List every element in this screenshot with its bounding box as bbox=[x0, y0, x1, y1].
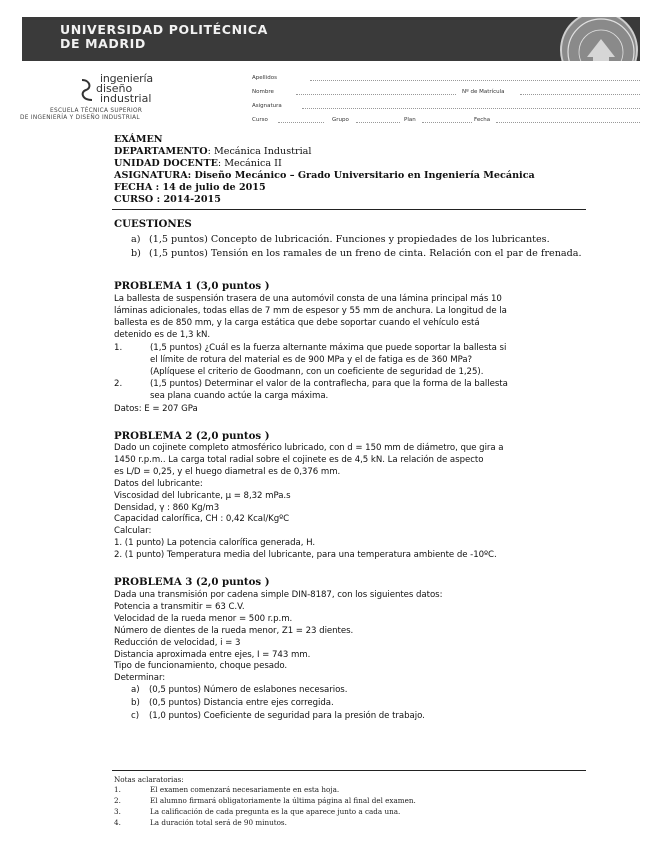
logo-word-2: diseño bbox=[96, 82, 133, 95]
matricula-label: Nº de Matrícula bbox=[462, 89, 505, 95]
plan-label: Plan bbox=[404, 117, 416, 123]
unit-line: UNIDAD DOCENTE: Mecánica II bbox=[114, 157, 282, 169]
problema3-item-c-text: (1,0 puntos) Coeficiente de seguridad para la presión de trabajo. bbox=[149, 711, 425, 721]
problema1-item1-text: (1,5 puntos) ¿Cuál es la fuerza alternante máxima que puede soportar la ballesta si el límite de rotura del material es de 900 MPa y el de fatiga es de 360 MPa? (Aplíquese el criterio de Goodmann, con un coeficiente de seguridad de 1,25). bbox=[150, 343, 507, 377]
note-2-text: El alumno firmará obligatoriamente la última página al final del examen. bbox=[150, 796, 416, 805]
university-seal-icon bbox=[560, 17, 638, 61]
problema3-body: Dada una transmisión por cadena simple DIN-8187, con los siguientes datos: Potencia a transmitir = 63 C.V. Velocidad de la rueda menor = 500 r.p.m. Número de dientes de la rueda menor, Z1 = 23 dientes. Reducción de velocidad, i = 3 Distancia aproximada entre ejes, I = 743 mm. Tipo de funcionamiento, choque pesado. Determinar: bbox=[114, 590, 443, 684]
curso-label: Curso bbox=[252, 117, 268, 123]
date-line: FECHA : 14 de julio de 2015 bbox=[114, 181, 266, 193]
matricula-field[interactable] bbox=[520, 94, 640, 95]
school-name-line-1: ESCUELA TÉCNICA SUPERIOR bbox=[50, 108, 143, 114]
cuestion-b-text: (1,5 puntos) Tensión en los ramales de un freno de cinta. Relación con el par de frenada. bbox=[149, 248, 582, 259]
logo-word-3: industrial bbox=[100, 92, 152, 105]
nombre-field[interactable] bbox=[296, 94, 456, 95]
fecha-field[interactable] bbox=[496, 122, 640, 123]
problema3-item-a-text: (0,5 puntos) Número de eslabones necesarios. bbox=[149, 685, 348, 695]
school-name-line-2: DE INGENIERÍA Y DISEÑO INDUSTRIAL bbox=[20, 115, 140, 121]
problema3-item-b-text: (0,5 puntos) Distancia entre ejes corregida. bbox=[149, 698, 334, 708]
school-logo bbox=[20, 72, 220, 132]
cuestiones-title: CUESTIONES bbox=[114, 218, 192, 230]
grupo-label: Grupo bbox=[332, 117, 349, 123]
cuestion-a-mark: a) bbox=[131, 234, 141, 245]
note-3-mark: 3. bbox=[114, 807, 121, 816]
curso-field[interactable] bbox=[278, 122, 324, 123]
plan-field[interactable] bbox=[422, 122, 472, 123]
subject-line: ASIGNATURA: Diseño Mecánico – Grado Universitario en Ingeniería Mecánica bbox=[114, 169, 535, 181]
apellidos-label: Apellidos bbox=[252, 75, 277, 81]
university-name: UNIVERSIDAD POLITÉCNICA DE MADRID bbox=[60, 22, 268, 51]
note-1-text: El examen comenzará necesariamente en esta hoja. bbox=[150, 785, 340, 794]
fecha-label: Fecha bbox=[474, 117, 491, 123]
problema3-item-b-mark: b) bbox=[131, 698, 140, 708]
cuestion-a-text: (1,5 puntos) Concepto de lubricación. Funciones y propiedades de los lubricantes. bbox=[149, 234, 550, 245]
exam-title: EXÁMEN bbox=[114, 134, 163, 145]
department-line: DEPARTAMENTO: Mecánica Industrial bbox=[114, 145, 312, 157]
apellidos-field[interactable] bbox=[310, 80, 640, 81]
header-divider bbox=[112, 209, 586, 210]
note-4-text: La duración total será de 90 minutos. bbox=[150, 818, 287, 827]
problema3-item-a-mark: a) bbox=[131, 685, 140, 695]
problema1-item2-mark: 2. bbox=[114, 379, 123, 389]
asignatura-label: Asignatura bbox=[252, 103, 282, 109]
problema1-item1-mark: 1. bbox=[114, 343, 123, 353]
problema3-title: PROBLEMA 3 (2,0 puntos ) bbox=[114, 576, 270, 588]
problema2-title: PROBLEMA 2 (2,0 puntos ) bbox=[114, 430, 270, 442]
notes-title: Notas aclaratorias: bbox=[114, 775, 184, 784]
problema1-datos: Datos: E = 207 GPa bbox=[114, 404, 198, 414]
grupo-field[interactable] bbox=[356, 122, 400, 123]
school-logo-mark-icon bbox=[80, 76, 94, 102]
asignatura-field[interactable] bbox=[302, 108, 640, 109]
logo-word-1: ingeniería bbox=[100, 72, 153, 85]
note-4-mark: 4. bbox=[114, 818, 121, 827]
nombre-label: Nombre bbox=[252, 89, 274, 95]
course-line: CURSO : 2014-2015 bbox=[114, 193, 221, 205]
note-2-mark: 2. bbox=[114, 796, 121, 805]
problema3-item-c-mark: c) bbox=[131, 711, 140, 721]
footer-divider bbox=[112, 770, 586, 771]
cuestion-b-mark: b) bbox=[131, 248, 141, 259]
problema2-body: Dado un cojinete completo atmosférico lubricado, con d = 150 mm de diámetro, que gira a 1450 r.p.m.. La carga total radial sobre el cojinete es de 4,5 kN. La relación de aspecto es L/D = 0,25, y el huego diametral es de 0,376 mm. Datos del lubricante: Viscosidad del lubricante, μ = 8,32 mPa.s Densidad, γ : 860 Kg/m3 Capacidad calorífica, CH : 0,42 Kcal/KgºC Calcular: 1. (1 punto) La potencia calorífica generada, H. 2. (1 punto) Temperatura media del lubricante, para una temperatura ambiente de -10ºC. bbox=[114, 443, 504, 561]
exam-header bbox=[114, 134, 594, 205]
problema1-item2-text: (1,5 puntos) Determinar el valor de la contraflecha, para que la forma de la ballesta sea plana cuando actúe la carga máxima. bbox=[150, 379, 508, 401]
university-banner bbox=[22, 17, 640, 61]
problema1-title: PROBLEMA 1 (3,0 puntos ) bbox=[114, 280, 270, 292]
problema1-intro: La ballesta de suspensión trasera de una automóvil consta de una lámina principal más 10 láminas adicionales, todas ellas de 7 mm de espesor y 55 mm de anchura. La longitud de la ballesta es de 850 mm, y la carga estática que debe soportar cuando el vehículo está detenido es de 1,3 kN. bbox=[114, 294, 507, 340]
note-1-mark: 1. bbox=[114, 785, 121, 794]
note-3-text: La calificación de cada pregunta es la que aparece junto a cada una. bbox=[150, 807, 401, 816]
